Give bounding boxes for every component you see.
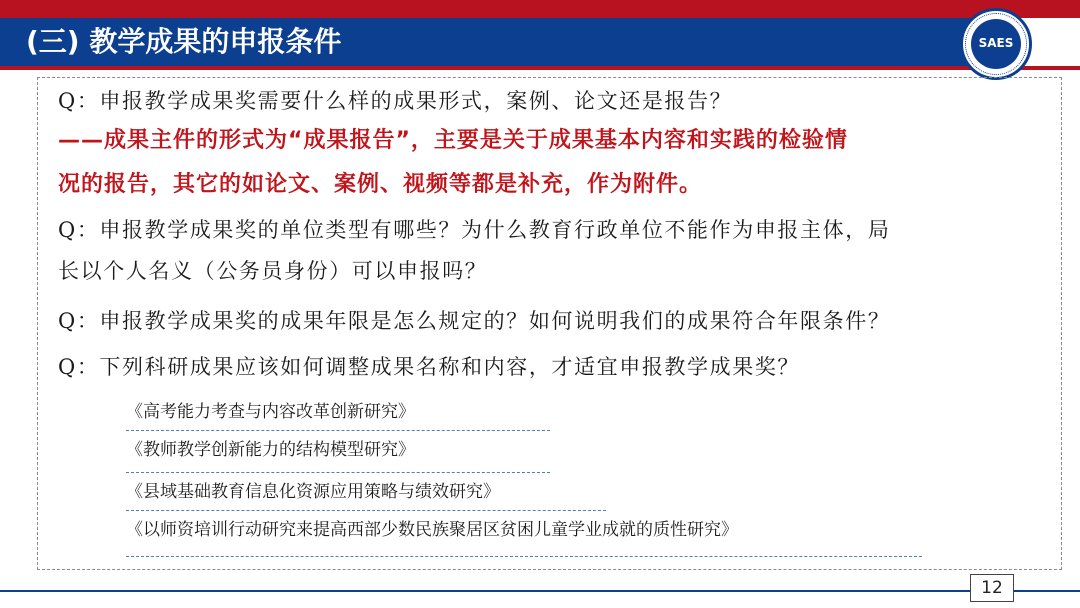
- answer-line-2: 况的报告，其它的如论文、案例、视频等都是补充，作为附件。: [58, 172, 703, 197]
- logo-text: SAES: [978, 36, 1014, 50]
- question-2: Q：申报教学成果奖的单位类型有哪些？为什么教育行政单位不能作为申报主体，局: [58, 218, 891, 242]
- reference-underline-1: [126, 430, 550, 431]
- saes-logo: [960, 8, 1032, 80]
- page-title: (三) 教学成果的申报条件: [26, 25, 342, 58]
- reference-underline-3: [126, 510, 606, 511]
- question-1: Q：申报教学成果奖需要什么样的成果形式，案例、论文还是报告？: [58, 89, 733, 113]
- question-3: Q：申报教学成果奖的成果年限是怎么规定的？如何说明我们的成果符合年限条件？: [58, 309, 891, 333]
- title-underline: [0, 66, 1080, 70]
- reference-item-1: 《高考能力考查与内容改革创新研究》: [126, 402, 415, 422]
- reference-item-3: 《县域基础教育信息化资源应用策略与绩效研究》: [126, 482, 500, 502]
- reference-underline-4: [126, 556, 922, 557]
- page-number: 12: [970, 574, 1014, 602]
- reference-item-2: 《教师教学创新能力的结构模型研究》: [126, 440, 415, 460]
- footer-line: [0, 590, 1080, 592]
- question-2-line-2: 长以个人名义（公务员身份）可以申报吗？: [58, 259, 488, 283]
- reference-item-4: 《以师资培训行动研究来提高西部少数民族聚居区贫困儿童学业成就的质性研究》: [126, 520, 738, 540]
- answer-line-1: ——成果主件的形式为“成果报告”，主要是关于成果基本内容和实践的检验情: [58, 128, 848, 153]
- question-4: Q：下列科研成果应该如何调整成果名称和内容，才适宜申报教学成果奖？: [58, 355, 801, 379]
- reference-underline-2: [126, 472, 550, 473]
- logo-seal-icon: [971, 19, 1021, 69]
- title-bar: [0, 18, 980, 66]
- header-top-strip: [0, 0, 1080, 18]
